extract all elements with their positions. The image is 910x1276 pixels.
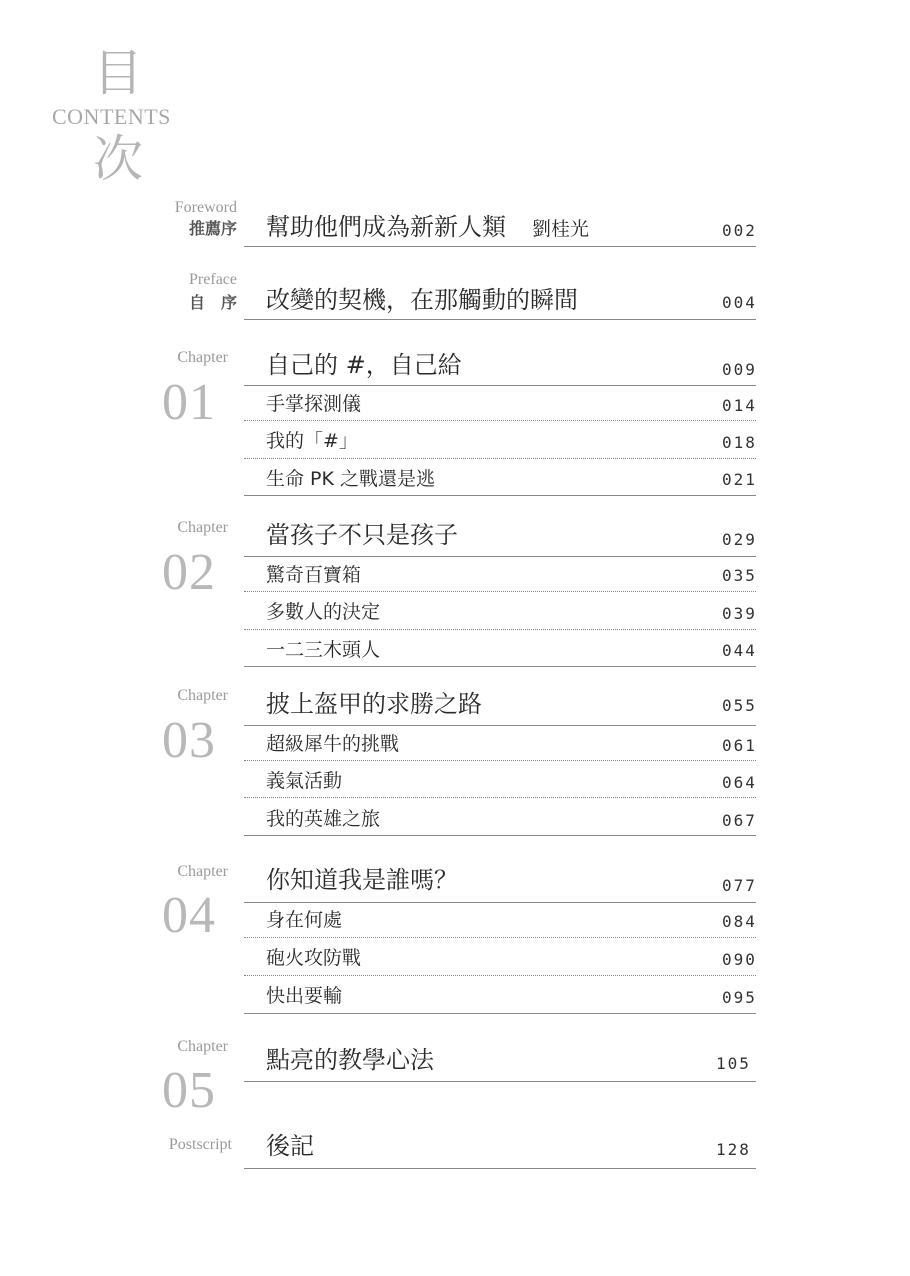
foreword-label: Foreword: [174, 199, 237, 216]
section-page: 014: [722, 396, 757, 415]
section-title[interactable]: 身在何處: [266, 909, 343, 931]
foreword-page: 002: [722, 221, 757, 240]
chapter-page: 009: [722, 360, 757, 379]
chapter-end-rule: [244, 1013, 756, 1014]
chapter-end-rule: [244, 666, 756, 667]
chapter-title[interactable]: 當孩子不只是孩子: [266, 521, 458, 549]
heading-char-ci: 次: [93, 130, 143, 188]
section-page: 035: [722, 566, 757, 585]
contents-heading: CONTENTS: [52, 104, 171, 129]
chapter-title[interactable]: 點亮的教學心法: [266, 1046, 434, 1074]
chapter-title[interactable]: 披上盔甲的求勝之路: [266, 690, 482, 718]
preface-label: Preface: [189, 271, 237, 288]
section-rule: [244, 629, 756, 630]
preface-rule: [244, 319, 756, 320]
chapter-end-rule: [244, 835, 756, 836]
preface-page: 004: [722, 293, 757, 312]
foreword-entry[interactable]: [266, 215, 589, 239]
chapter-rule: [244, 556, 756, 557]
chapter-number: 03: [162, 712, 216, 769]
chapter-label: Chapter: [177, 519, 228, 536]
chapter-page: 105: [716, 1054, 751, 1073]
chapter-label: Chapter: [177, 863, 228, 880]
foreword-title: 幫助他們成為新新人類: [266, 213, 506, 241]
preface-title[interactable]: 改變的契機，在那觸動的瞬間: [266, 286, 578, 314]
chapter-label: Chapter: [177, 349, 228, 366]
section-page: 090: [722, 950, 757, 969]
section-title[interactable]: 驚奇百寶箱: [266, 564, 362, 586]
chapter-page: 029: [722, 530, 757, 549]
chapter-page: 077: [722, 876, 757, 895]
postscript-label: Postscript: [168, 1136, 232, 1153]
chapter-title[interactable]: 自己的 #，自己給: [266, 351, 462, 379]
foreword-author: 劉桂光: [532, 218, 590, 240]
section-page: 044: [722, 641, 757, 660]
chapter-title[interactable]: 你知道我是誰嗎？: [266, 866, 458, 894]
section-title[interactable]: 快出要輸: [266, 985, 343, 1007]
section-page: 018: [722, 433, 757, 452]
section-title[interactable]: 多數人的決定: [266, 601, 381, 623]
chapter-rule: [244, 725, 756, 726]
section-page: 067: [722, 811, 757, 830]
chapter-rule: [244, 385, 756, 386]
section-title[interactable]: 超級犀牛的挑戰: [266, 733, 400, 755]
chapter-rule: [244, 1081, 756, 1082]
section-title[interactable]: 義氣活動: [266, 770, 343, 792]
section-page: 064: [722, 773, 757, 792]
section-title[interactable]: 生命 PK 之戰還是逃: [266, 468, 435, 490]
section-rule: [244, 591, 756, 592]
section-page: 039: [722, 604, 757, 623]
section-page: 084: [722, 912, 757, 931]
section-title[interactable]: 我的英雄之旅: [266, 808, 381, 830]
chapter-number: 05: [162, 1062, 216, 1119]
section-rule: [244, 458, 756, 459]
chapter-number: 04: [162, 887, 216, 944]
section-title[interactable]: 我的「#」: [266, 430, 358, 452]
chapter-end-rule: [244, 495, 756, 496]
section-page: 021: [722, 470, 757, 489]
section-rule: [244, 975, 756, 976]
postscript-title[interactable]: 後記: [266, 1132, 314, 1160]
section-rule: [244, 420, 756, 421]
heading-char-mu: 目: [93, 44, 143, 102]
section-page: 095: [722, 988, 757, 1007]
preface-label-zh: 自 序: [188, 293, 237, 312]
section-title[interactable]: 一二三木頭人: [266, 639, 381, 661]
chapter-label: Chapter: [177, 1038, 228, 1055]
chapter-number: 01: [162, 374, 216, 431]
section-page: 061: [722, 736, 757, 755]
chapter-label: Chapter: [177, 687, 228, 704]
chapter-rule: [244, 902, 756, 903]
chapter-page: 055: [722, 696, 757, 715]
section-rule: [244, 760, 756, 761]
section-title[interactable]: 手掌探測儀: [266, 393, 362, 415]
section-rule: [244, 937, 756, 938]
chapter-number: 02: [162, 544, 216, 601]
postscript-page: 128: [716, 1140, 751, 1159]
foreword-label-zh: 推薦序: [188, 219, 237, 238]
section-rule: [244, 797, 756, 798]
foreword-rule: [244, 246, 756, 247]
section-title[interactable]: 砲火攻防戰: [266, 947, 362, 969]
postscript-rule: [244, 1168, 756, 1169]
